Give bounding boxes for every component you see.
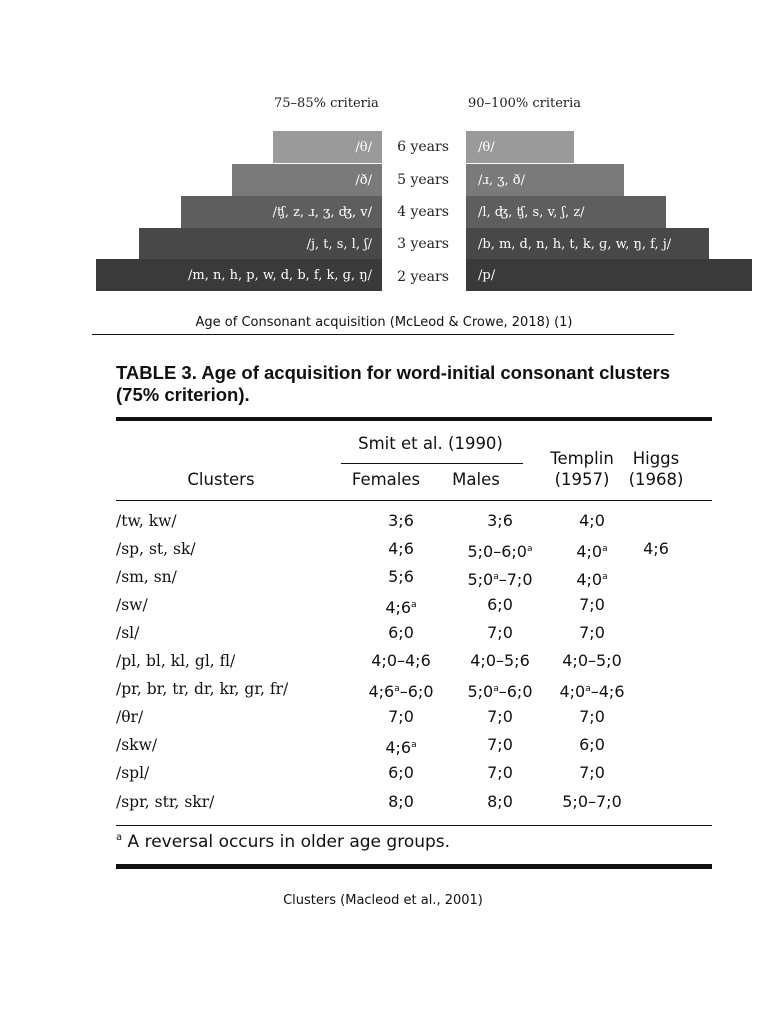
cell-cluster: /θr/	[116, 708, 144, 726]
table-number: TABLE 3.	[116, 362, 197, 383]
cell-templin: 4;0$^a$	[576, 542, 608, 561]
right-bar-6-years	[466, 131, 574, 163]
cell-females: 6;0	[388, 763, 414, 782]
reversal-marker: a	[394, 684, 400, 694]
reversal-marker: a	[411, 600, 417, 610]
table-row	[116, 788, 712, 816]
cell-higgs	[618, 675, 694, 703]
cell-males: 7;0	[487, 707, 513, 726]
reversal-marker: a	[411, 740, 417, 750]
cell-cluster: /pr, br, tr, dr, kr, gr, fr/	[116, 680, 289, 698]
right-bar-label: /θ/	[478, 139, 495, 155]
cell-females: 8;0	[388, 792, 414, 811]
cell-higgs	[618, 703, 694, 731]
left-bar-label: /θ/	[355, 139, 372, 155]
cell-templin: 4;0	[579, 511, 605, 530]
table-row	[116, 731, 712, 759]
cell-females: 4;6	[388, 539, 414, 558]
cell-higgs	[618, 619, 694, 647]
left-bar-6-years	[273, 131, 382, 163]
cell-males: 7;0	[487, 763, 513, 782]
header-smit: Smit et al. (1990)	[358, 434, 503, 453]
right-bar-5-years	[466, 164, 624, 196]
age-label-2-years: 2 years	[397, 269, 449, 285]
cell-males: 6;0	[487, 595, 513, 614]
right-criteria-heading: 90–100% criteria	[468, 96, 582, 111]
left-bar-3-years	[139, 228, 382, 260]
left-criteria-heading: 75–85% criteria	[274, 96, 379, 111]
table-title-text: Age of acquisition for word-initial consonant clusters (75% criterion).	[116, 362, 671, 405]
age-label-3-years: 3 years	[397, 236, 449, 252]
cell-higgs	[618, 731, 694, 759]
figure-caption: Age of Consonant acquisition (McLeod & Crowe, 2018) (1)	[195, 315, 573, 330]
cell-females: 4;6$^a$	[385, 738, 417, 757]
age-label-5-years: 5 years	[397, 172, 449, 188]
cell-templin: 6;0	[579, 735, 605, 754]
table-row	[116, 647, 712, 675]
table-row	[116, 591, 712, 619]
cell-cluster: /tw, kw/	[116, 512, 177, 530]
right-bar-label: /ɹ, ʒ, ð/	[478, 172, 525, 188]
header-higgs-name: Higgs	[632, 449, 680, 468]
cell-males: 7;0	[487, 735, 513, 754]
reversal-marker: a	[493, 572, 499, 582]
cell-templin: 5;0–7;0	[562, 792, 622, 811]
header-higgs-year: (1968)	[628, 470, 684, 489]
table-row	[116, 563, 712, 591]
cell-higgs	[618, 563, 694, 591]
right-bar-2-years	[466, 259, 752, 291]
cell-cluster: /spl/	[116, 764, 150, 782]
cell-templin: 4;0–5;0	[562, 651, 622, 670]
right-bar-label: /b, m, d, n, h, t, k, ɡ, w, ŋ, f, j/	[478, 236, 672, 252]
header-templin-name: Templin	[550, 449, 614, 468]
cell-males: 8;0	[487, 792, 513, 811]
cell-cluster: /sw/	[116, 596, 148, 614]
table-row	[116, 675, 712, 703]
cell-cluster: /skw/	[116, 736, 158, 754]
cell-higgs	[618, 759, 694, 787]
cell-higgs	[618, 507, 694, 535]
age-label-6-years: 6 years	[397, 139, 449, 155]
footnote-marker: a	[116, 832, 123, 843]
cell-males: 5;0$^a$–7;0	[467, 570, 533, 589]
cell-females: 6;0	[388, 623, 414, 642]
table-footnote	[116, 832, 450, 852]
cell-templin: 7;0	[579, 595, 605, 614]
left-bar-5-years	[232, 164, 382, 196]
cell-higgs	[618, 788, 694, 816]
cell-females: 3;6	[388, 511, 414, 530]
table-title	[116, 362, 712, 406]
table-row	[116, 759, 712, 787]
left-bar-4-years	[181, 196, 382, 228]
cell-cluster: /sm, sn/	[116, 568, 177, 586]
header-females: Females	[351, 470, 421, 489]
right-bar-4-years	[466, 196, 666, 228]
cell-templin: 4;0$^a$	[576, 570, 608, 589]
header-clusters: Clusters	[187, 470, 255, 489]
right-bar-3-years	[466, 228, 709, 260]
reversal-marker: a	[602, 572, 608, 582]
reversal-marker: a	[526, 544, 533, 554]
cell-templin: 7;0	[579, 623, 605, 642]
cell-cluster: /sl/	[116, 624, 140, 642]
table-row	[116, 507, 712, 535]
reversal-marker: a	[602, 544, 608, 554]
left-bar-2-years	[96, 259, 382, 291]
body-bottom-rule	[116, 825, 712, 826]
cell-females: 4;0–4;6	[371, 651, 431, 670]
left-bar-label: /m, n, h, p, w, d, b, f, k, ɡ, ŋ/	[188, 267, 372, 283]
caption-divider	[92, 334, 674, 335]
table-row	[116, 619, 712, 647]
left-bar-label: /ð/	[355, 172, 372, 188]
table-caption: Clusters (Macleod et al., 2001)	[283, 893, 483, 908]
age-label-4-years: 4 years	[397, 204, 449, 220]
table-top-rule	[116, 417, 712, 421]
header-males: Males	[452, 470, 500, 489]
cell-higgs	[618, 647, 694, 675]
cell-females: 4;6$^a$	[385, 598, 417, 617]
header-templin-year: (1957)	[554, 470, 610, 489]
cell-higgs: 4;6	[643, 539, 669, 558]
cell-templin: 4;0$^a$–4;6	[559, 682, 625, 701]
cell-cluster: /spr, str, skr/	[116, 793, 215, 811]
cell-females: 7;0	[388, 707, 414, 726]
right-bar-label: /p/	[478, 267, 496, 283]
cell-higgs	[618, 591, 694, 619]
cell-females: 4;6$^a$–6;0	[368, 682, 434, 701]
cell-males: 5;0–6;0$^a$	[467, 542, 533, 561]
cell-cluster: /pl, bl, kl, gl, fl/	[116, 652, 236, 670]
table-bottom-rule	[116, 864, 712, 869]
left-bar-label: /ʧ, z, ɹ, ʒ, ʤ, v/	[272, 204, 372, 220]
cell-males: 5;0$^a$–6;0	[467, 682, 533, 701]
cell-females: 5;6	[388, 567, 414, 586]
cell-templin: 7;0	[579, 763, 605, 782]
cell-males: 3;6	[487, 511, 513, 530]
footnote-text: A reversal occurs in older age groups.	[122, 832, 451, 852]
table-row	[116, 535, 712, 563]
cell-males: 4;0–5;6	[470, 651, 530, 670]
right-bar-label: /l, ʤ, ʧ, s, v, ʃ, z/	[478, 204, 585, 220]
cell-templin: 7;0	[579, 707, 605, 726]
table-row	[116, 703, 712, 731]
reversal-marker: a	[493, 684, 499, 694]
cell-cluster: /sp, st, sk/	[116, 540, 196, 558]
left-bar-label: /j, t, s, l, ʃ/	[306, 236, 372, 252]
smit-span-rule	[341, 463, 523, 464]
reversal-marker: a	[585, 684, 591, 694]
header-bottom-rule	[116, 500, 712, 501]
cell-males: 7;0	[487, 623, 513, 642]
